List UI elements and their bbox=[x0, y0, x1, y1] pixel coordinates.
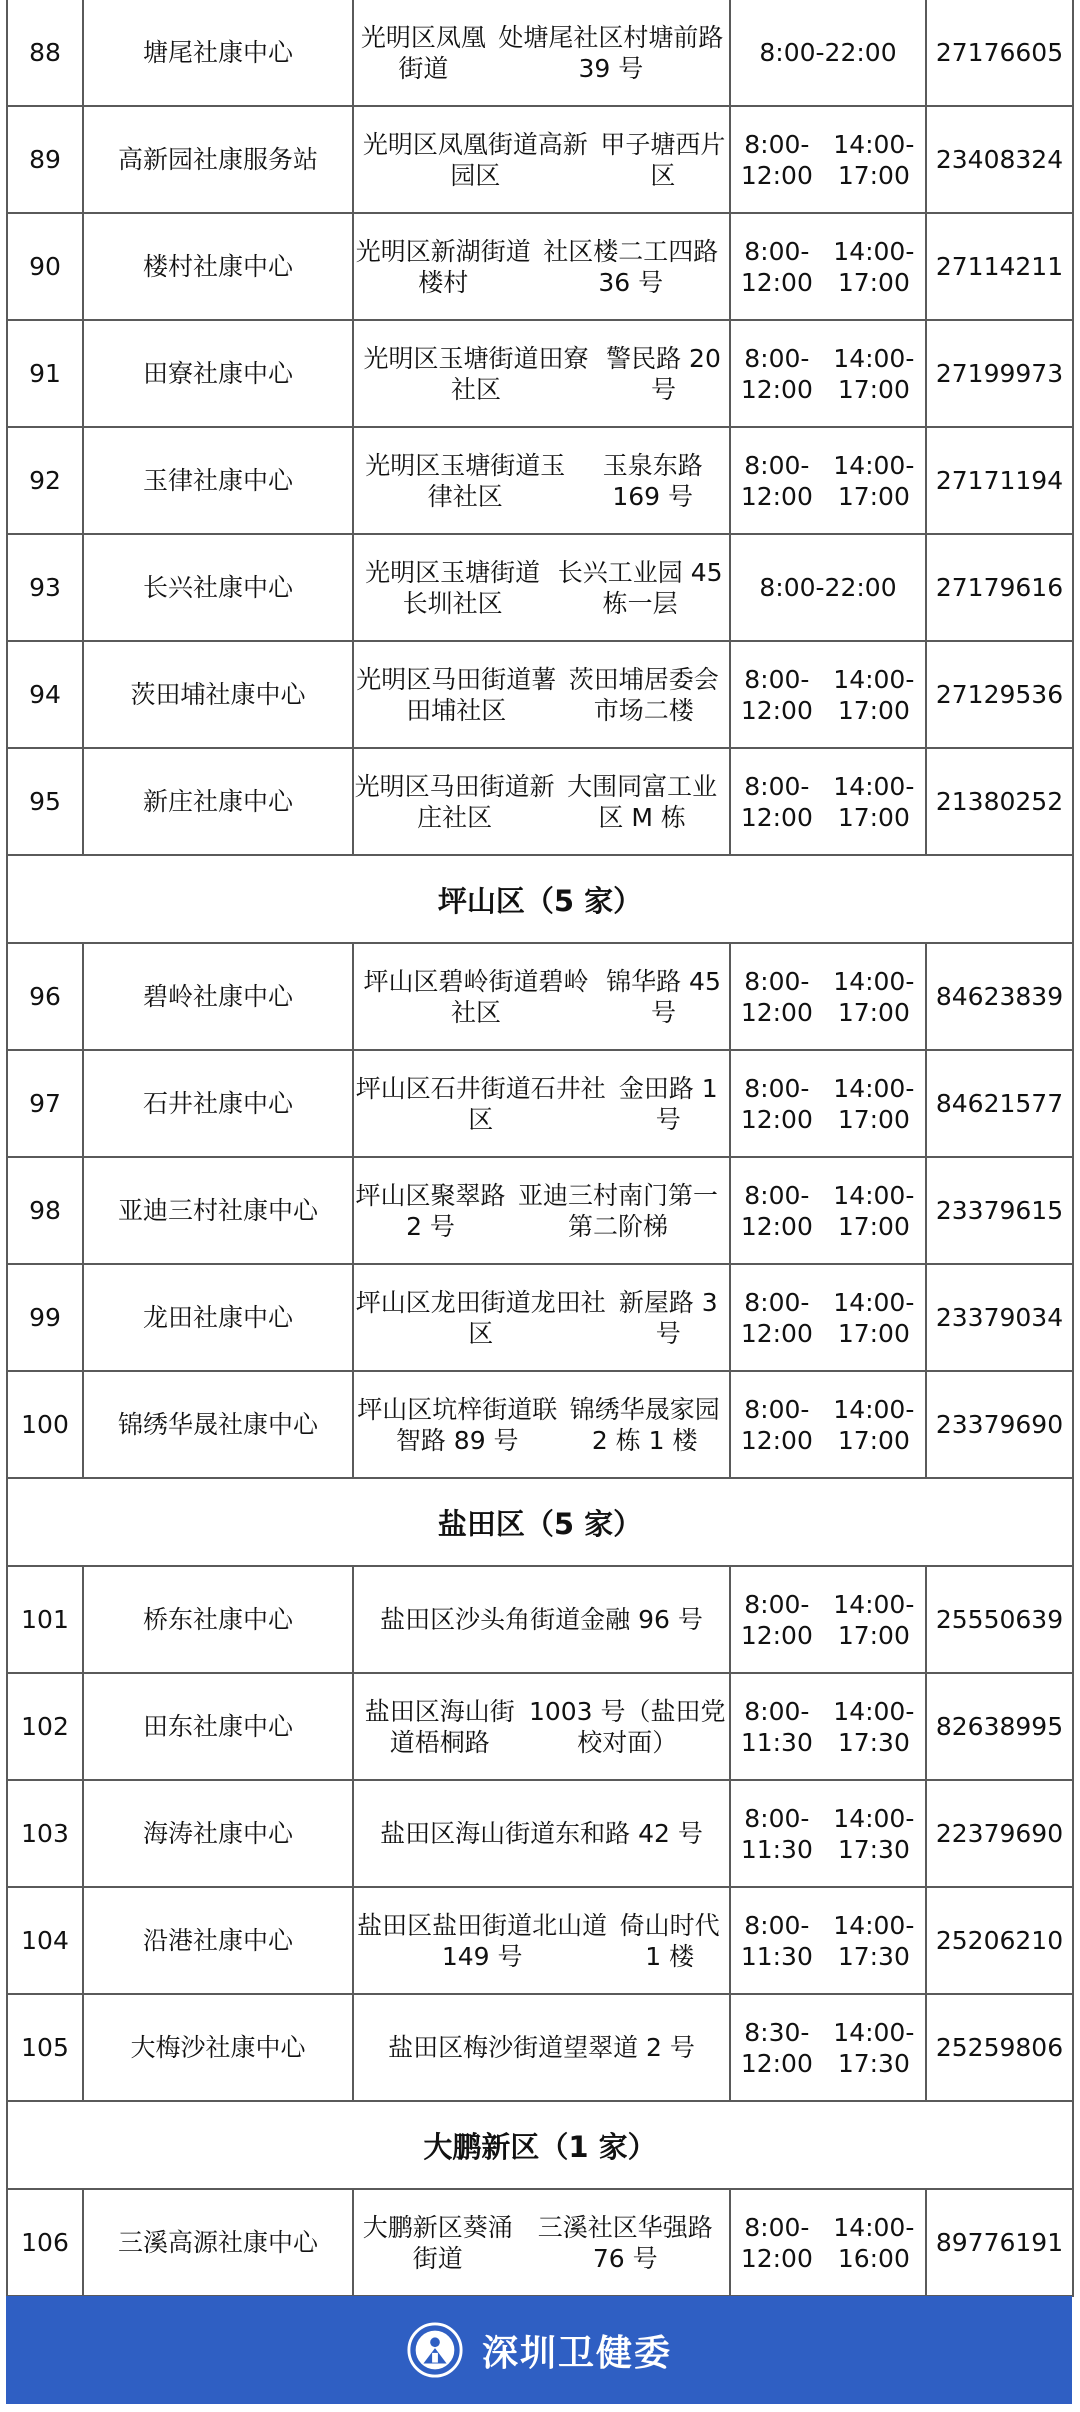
hours-line: 14:00-17:00 bbox=[833, 1180, 915, 1241]
phone-number: 84621577 bbox=[927, 1051, 1074, 1156]
address-line: 光明区玉塘街道玉律社区 bbox=[365, 450, 566, 511]
address-line: 锦华路 45 号 bbox=[606, 966, 721, 1027]
hours-line: 14:00-17:00 bbox=[833, 1589, 915, 1650]
row-number: 105 bbox=[8, 1995, 84, 2100]
clinic-name: 高新园社康服务站 bbox=[84, 107, 354, 212]
row-number: 104 bbox=[8, 1888, 84, 1993]
row-number: 101 bbox=[8, 1567, 84, 1672]
clinic-table bbox=[6, 0, 1074, 2297]
clinic-name: 茨田埔社康中心 bbox=[84, 642, 354, 747]
district-heading: 大鹏新区（1 家） bbox=[8, 2102, 1074, 2188]
hours-line: 14:00-17:00 bbox=[833, 664, 915, 725]
hours-line: 8:00-11:30 bbox=[740, 1803, 813, 1864]
opening-hours bbox=[731, 1567, 927, 1672]
hours-line: 8:30-12:00 bbox=[740, 2017, 813, 2078]
table-row bbox=[8, 1265, 1074, 1372]
table-row bbox=[8, 1051, 1074, 1158]
clinic-name: 长兴社康中心 bbox=[84, 535, 354, 640]
clinic-address bbox=[354, 2190, 731, 2295]
table-row bbox=[8, 1781, 1074, 1888]
address-line: 锦绣华晟家园 2 栋 1 楼 bbox=[569, 1394, 720, 1455]
opening-hours bbox=[731, 1372, 927, 1477]
opening-hours bbox=[731, 749, 927, 854]
address-line: 坪山区坑梓街道联智路 89 号 bbox=[357, 1394, 558, 1455]
opening-hours bbox=[731, 0, 927, 105]
district-heading: 盐田区（5 家） bbox=[8, 1479, 1074, 1565]
hours-line: 14:00-17:00 bbox=[833, 1394, 915, 1455]
address-line: 金田路 1 号 bbox=[618, 1073, 718, 1134]
table-row bbox=[8, 0, 1074, 107]
hours-line: 14:00-17:00 bbox=[833, 129, 915, 190]
phone-number: 82638995 bbox=[927, 1674, 1074, 1779]
hours-line: 8:00-22:00 bbox=[759, 38, 897, 67]
hours-line: 14:00-17:30 bbox=[833, 1910, 915, 1971]
hours-line: 8:00-12:00 bbox=[740, 343, 813, 404]
opening-hours bbox=[731, 1888, 927, 1993]
address-line: 倚山时代 1 楼 bbox=[619, 1910, 720, 1971]
clinic-address bbox=[354, 642, 731, 747]
table-row bbox=[8, 214, 1074, 321]
opening-hours bbox=[731, 1995, 927, 2100]
table-row bbox=[8, 749, 1074, 856]
address-line: 盐田区梅沙街道望翠道 2 号 bbox=[388, 2033, 695, 2062]
clinic-name: 龙田社康中心 bbox=[84, 1265, 354, 1370]
address-line: 光明区新湖街道楼村 bbox=[355, 236, 531, 297]
district-section-row bbox=[8, 1479, 1074, 1567]
hours-line: 14:00-16:00 bbox=[833, 2212, 915, 2273]
phone-number: 27176605 bbox=[927, 0, 1074, 105]
clinic-address bbox=[354, 749, 731, 854]
phone-number: 23379615 bbox=[927, 1158, 1074, 1263]
hours-line: 14:00-17:00 bbox=[833, 1073, 915, 1134]
row-number: 88 bbox=[8, 0, 84, 105]
table-row bbox=[8, 2190, 1074, 2297]
table-row bbox=[8, 1372, 1074, 1479]
address-line: 光明区马田街道新庄社区 bbox=[354, 771, 555, 832]
phone-number: 89776191 bbox=[927, 2190, 1074, 2295]
phone-number: 27179616 bbox=[927, 535, 1074, 640]
hours-line: 14:00-17:00 bbox=[833, 343, 915, 404]
opening-hours bbox=[731, 944, 927, 1049]
hours-line: 14:00-17:00 bbox=[833, 450, 915, 511]
row-number: 99 bbox=[8, 1265, 84, 1370]
phone-number: 27199973 bbox=[927, 321, 1074, 426]
table-row bbox=[8, 428, 1074, 535]
clinic-name: 大梅沙社康中心 bbox=[84, 1995, 354, 2100]
address-line: 光明区凤凰街道高新园区 bbox=[362, 129, 588, 190]
address-line: 坪山区石井街道石井社区 bbox=[355, 1073, 606, 1134]
opening-hours bbox=[731, 321, 927, 426]
opening-hours bbox=[731, 1674, 927, 1779]
address-line: 大鹏新区葵涌街道 bbox=[362, 2212, 513, 2273]
table-row bbox=[8, 321, 1074, 428]
row-number: 89 bbox=[8, 107, 84, 212]
hours-line: 14:00-17:00 bbox=[833, 966, 915, 1027]
row-number: 90 bbox=[8, 214, 84, 319]
address-line: 警民路 20 号 bbox=[606, 343, 721, 404]
address-line: 甲子塘西片区 bbox=[600, 129, 726, 190]
hours-line: 14:00-17:00 bbox=[833, 1287, 915, 1348]
clinic-name: 桥东社康中心 bbox=[84, 1567, 354, 1672]
opening-hours bbox=[731, 107, 927, 212]
address-line: 茨田埔居委会市场二楼 bbox=[568, 664, 719, 725]
clinic-name: 新庄社康中心 bbox=[84, 749, 354, 854]
clinic-address bbox=[354, 0, 731, 105]
row-number: 97 bbox=[8, 1051, 84, 1156]
clinic-address bbox=[354, 944, 731, 1049]
address-line: 社区楼二工四路 36 号 bbox=[543, 236, 719, 297]
clinic-name: 海涛社康中心 bbox=[84, 1781, 354, 1886]
address-line: 盐田区海山街道梧桐路 bbox=[364, 1696, 515, 1757]
clinic-address bbox=[354, 1372, 731, 1477]
phone-number: 25550639 bbox=[927, 1567, 1074, 1672]
clinic-name: 玉律社康中心 bbox=[84, 428, 354, 533]
hours-line: 8:00-12:00 bbox=[740, 450, 813, 511]
opening-hours bbox=[731, 214, 927, 319]
clinic-name: 三溪高源社康中心 bbox=[84, 2190, 354, 2295]
clinic-address bbox=[354, 1051, 731, 1156]
health-commission-emblem-icon bbox=[406, 2321, 464, 2379]
table-row bbox=[8, 1158, 1074, 1265]
row-number: 91 bbox=[8, 321, 84, 426]
hours-line: 8:00-12:00 bbox=[740, 1180, 813, 1241]
table-row bbox=[8, 642, 1074, 749]
phone-number: 27171194 bbox=[927, 428, 1074, 533]
table-row bbox=[8, 944, 1074, 1051]
hours-line: 8:00-12:00 bbox=[740, 1287, 813, 1348]
opening-hours bbox=[731, 1051, 927, 1156]
clinic-name: 田东社康中心 bbox=[84, 1674, 354, 1779]
clinic-name: 碧岭社康中心 bbox=[84, 944, 354, 1049]
hours-line: 8:00-12:00 bbox=[740, 2212, 813, 2273]
row-number: 95 bbox=[8, 749, 84, 854]
hours-line: 8:00-11:30 bbox=[740, 1910, 813, 1971]
address-line: 大围同富工业区 M 栋 bbox=[567, 771, 718, 832]
row-number: 100 bbox=[8, 1372, 84, 1477]
hours-line: 14:00-17:30 bbox=[833, 1696, 915, 1757]
address-line: 1003 号（盐田党校对面） bbox=[528, 1696, 726, 1757]
clinic-address bbox=[354, 1567, 731, 1672]
row-number: 103 bbox=[8, 1781, 84, 1886]
address-line: 盐田区盐田街道北山道 149 号 bbox=[357, 1910, 608, 1971]
clinic-address bbox=[354, 428, 731, 533]
address-line: 长兴工业园 45 栋一层 bbox=[557, 557, 723, 618]
address-line: 光明区马田街道薯田埔社区 bbox=[356, 664, 557, 725]
phone-number: 23379034 bbox=[927, 1265, 1074, 1370]
hours-line: 8:00-12:00 bbox=[740, 771, 813, 832]
clinic-name: 沿港社康中心 bbox=[84, 1888, 354, 1993]
table-row bbox=[8, 535, 1074, 642]
opening-hours bbox=[731, 642, 927, 747]
row-number: 98 bbox=[8, 1158, 84, 1263]
table-row bbox=[8, 1674, 1074, 1781]
footer-banner bbox=[6, 2296, 1072, 2404]
address-line: 亚迪三村南门第一第二阶梯 bbox=[518, 1180, 719, 1241]
clinic-name: 亚迪三村社康中心 bbox=[84, 1158, 354, 1263]
clinic-name: 楼村社康中心 bbox=[84, 214, 354, 319]
hours-line: 8:00-11:30 bbox=[740, 1696, 813, 1757]
phone-number: 27129536 bbox=[927, 642, 1074, 747]
phone-number: 23379690 bbox=[927, 1372, 1074, 1477]
district-section-row bbox=[8, 2102, 1074, 2190]
address-line: 光明区玉塘街道长圳社区 bbox=[365, 557, 541, 618]
hours-line: 14:00-17:30 bbox=[833, 1803, 915, 1864]
opening-hours bbox=[731, 1781, 927, 1886]
row-number: 92 bbox=[8, 428, 84, 533]
clinic-address bbox=[354, 1888, 731, 1993]
address-line: 光明区玉塘街道田寮社区 bbox=[363, 343, 589, 404]
row-number: 94 bbox=[8, 642, 84, 747]
clinic-address bbox=[354, 214, 731, 319]
district-heading: 坪山区（5 家） bbox=[8, 856, 1074, 942]
hours-line: 14:00-17:00 bbox=[833, 771, 915, 832]
address-line: 玉泉东路 169 号 bbox=[602, 450, 703, 511]
address-line: 新屋路 3 号 bbox=[618, 1287, 718, 1348]
address-line: 坪山区聚翠路 2 号 bbox=[355, 1180, 506, 1241]
address-line: 坪山区龙田街道龙田社区 bbox=[355, 1287, 606, 1348]
row-number: 96 bbox=[8, 944, 84, 1049]
address-line: 坪山区碧岭街道碧岭社区 bbox=[363, 966, 589, 1027]
hours-line: 14:00-17:30 bbox=[833, 2017, 915, 2078]
clinic-name: 锦绣华晟社康中心 bbox=[84, 1372, 354, 1477]
phone-number: 25259806 bbox=[927, 1995, 1074, 2100]
clinic-address bbox=[354, 1995, 731, 2100]
clinic-address bbox=[354, 1674, 731, 1779]
phone-number: 84623839 bbox=[927, 944, 1074, 1049]
phone-number: 23408324 bbox=[927, 107, 1074, 212]
opening-hours bbox=[731, 1265, 927, 1370]
address-line: 盐田区海山街道东和路 42 号 bbox=[380, 1819, 703, 1848]
address-line: 盐田区沙头角街道金融 96 号 bbox=[380, 1605, 703, 1634]
hours-line: 8:00-12:00 bbox=[740, 664, 813, 725]
phone-number: 22379690 bbox=[927, 1781, 1074, 1886]
opening-hours bbox=[731, 428, 927, 533]
hours-line: 14:00-17:00 bbox=[833, 236, 915, 297]
table-row bbox=[8, 1888, 1074, 1995]
district-section-row bbox=[8, 856, 1074, 944]
clinic-name: 田寮社康中心 bbox=[84, 321, 354, 426]
hours-line: 8:00-12:00 bbox=[740, 236, 813, 297]
clinic-address bbox=[354, 321, 731, 426]
hours-line: 8:00-12:00 bbox=[740, 1589, 813, 1650]
clinic-address bbox=[354, 1781, 731, 1886]
phone-number: 27114211 bbox=[927, 214, 1074, 319]
address-line: 处塘尾社区村塘前路 39 号 bbox=[498, 22, 724, 83]
footer-brand: 深圳卫健委 bbox=[481, 2332, 672, 2374]
clinic-address bbox=[354, 107, 731, 212]
table-row bbox=[8, 107, 1074, 214]
hours-line: 8:00-12:00 bbox=[740, 966, 813, 1027]
clinic-address bbox=[354, 535, 731, 640]
clinic-name: 石井社康中心 bbox=[84, 1051, 354, 1156]
clinic-address bbox=[354, 1158, 731, 1263]
row-number: 106 bbox=[8, 2190, 84, 2295]
phone-number: 21380252 bbox=[927, 749, 1074, 854]
hours-line: 8:00-12:00 bbox=[740, 129, 813, 190]
opening-hours bbox=[731, 535, 927, 640]
hours-line: 8:00-22:00 bbox=[759, 573, 897, 602]
clinic-address bbox=[354, 1265, 731, 1370]
phone-number: 25206210 bbox=[927, 1888, 1074, 1993]
hours-line: 8:00-12:00 bbox=[740, 1394, 813, 1455]
row-number: 102 bbox=[8, 1674, 84, 1779]
clinic-name: 塘尾社康中心 bbox=[84, 0, 354, 105]
opening-hours bbox=[731, 2190, 927, 2295]
hours-line: 8:00-12:00 bbox=[740, 1073, 813, 1134]
address-line: 三溪社区华强路 76 号 bbox=[537, 2212, 713, 2273]
table-row bbox=[8, 1995, 1074, 2102]
address-line: 光明区凤凰街道 bbox=[360, 22, 486, 83]
table-row bbox=[8, 1567, 1074, 1674]
row-number: 93 bbox=[8, 535, 84, 640]
opening-hours bbox=[731, 1158, 927, 1263]
